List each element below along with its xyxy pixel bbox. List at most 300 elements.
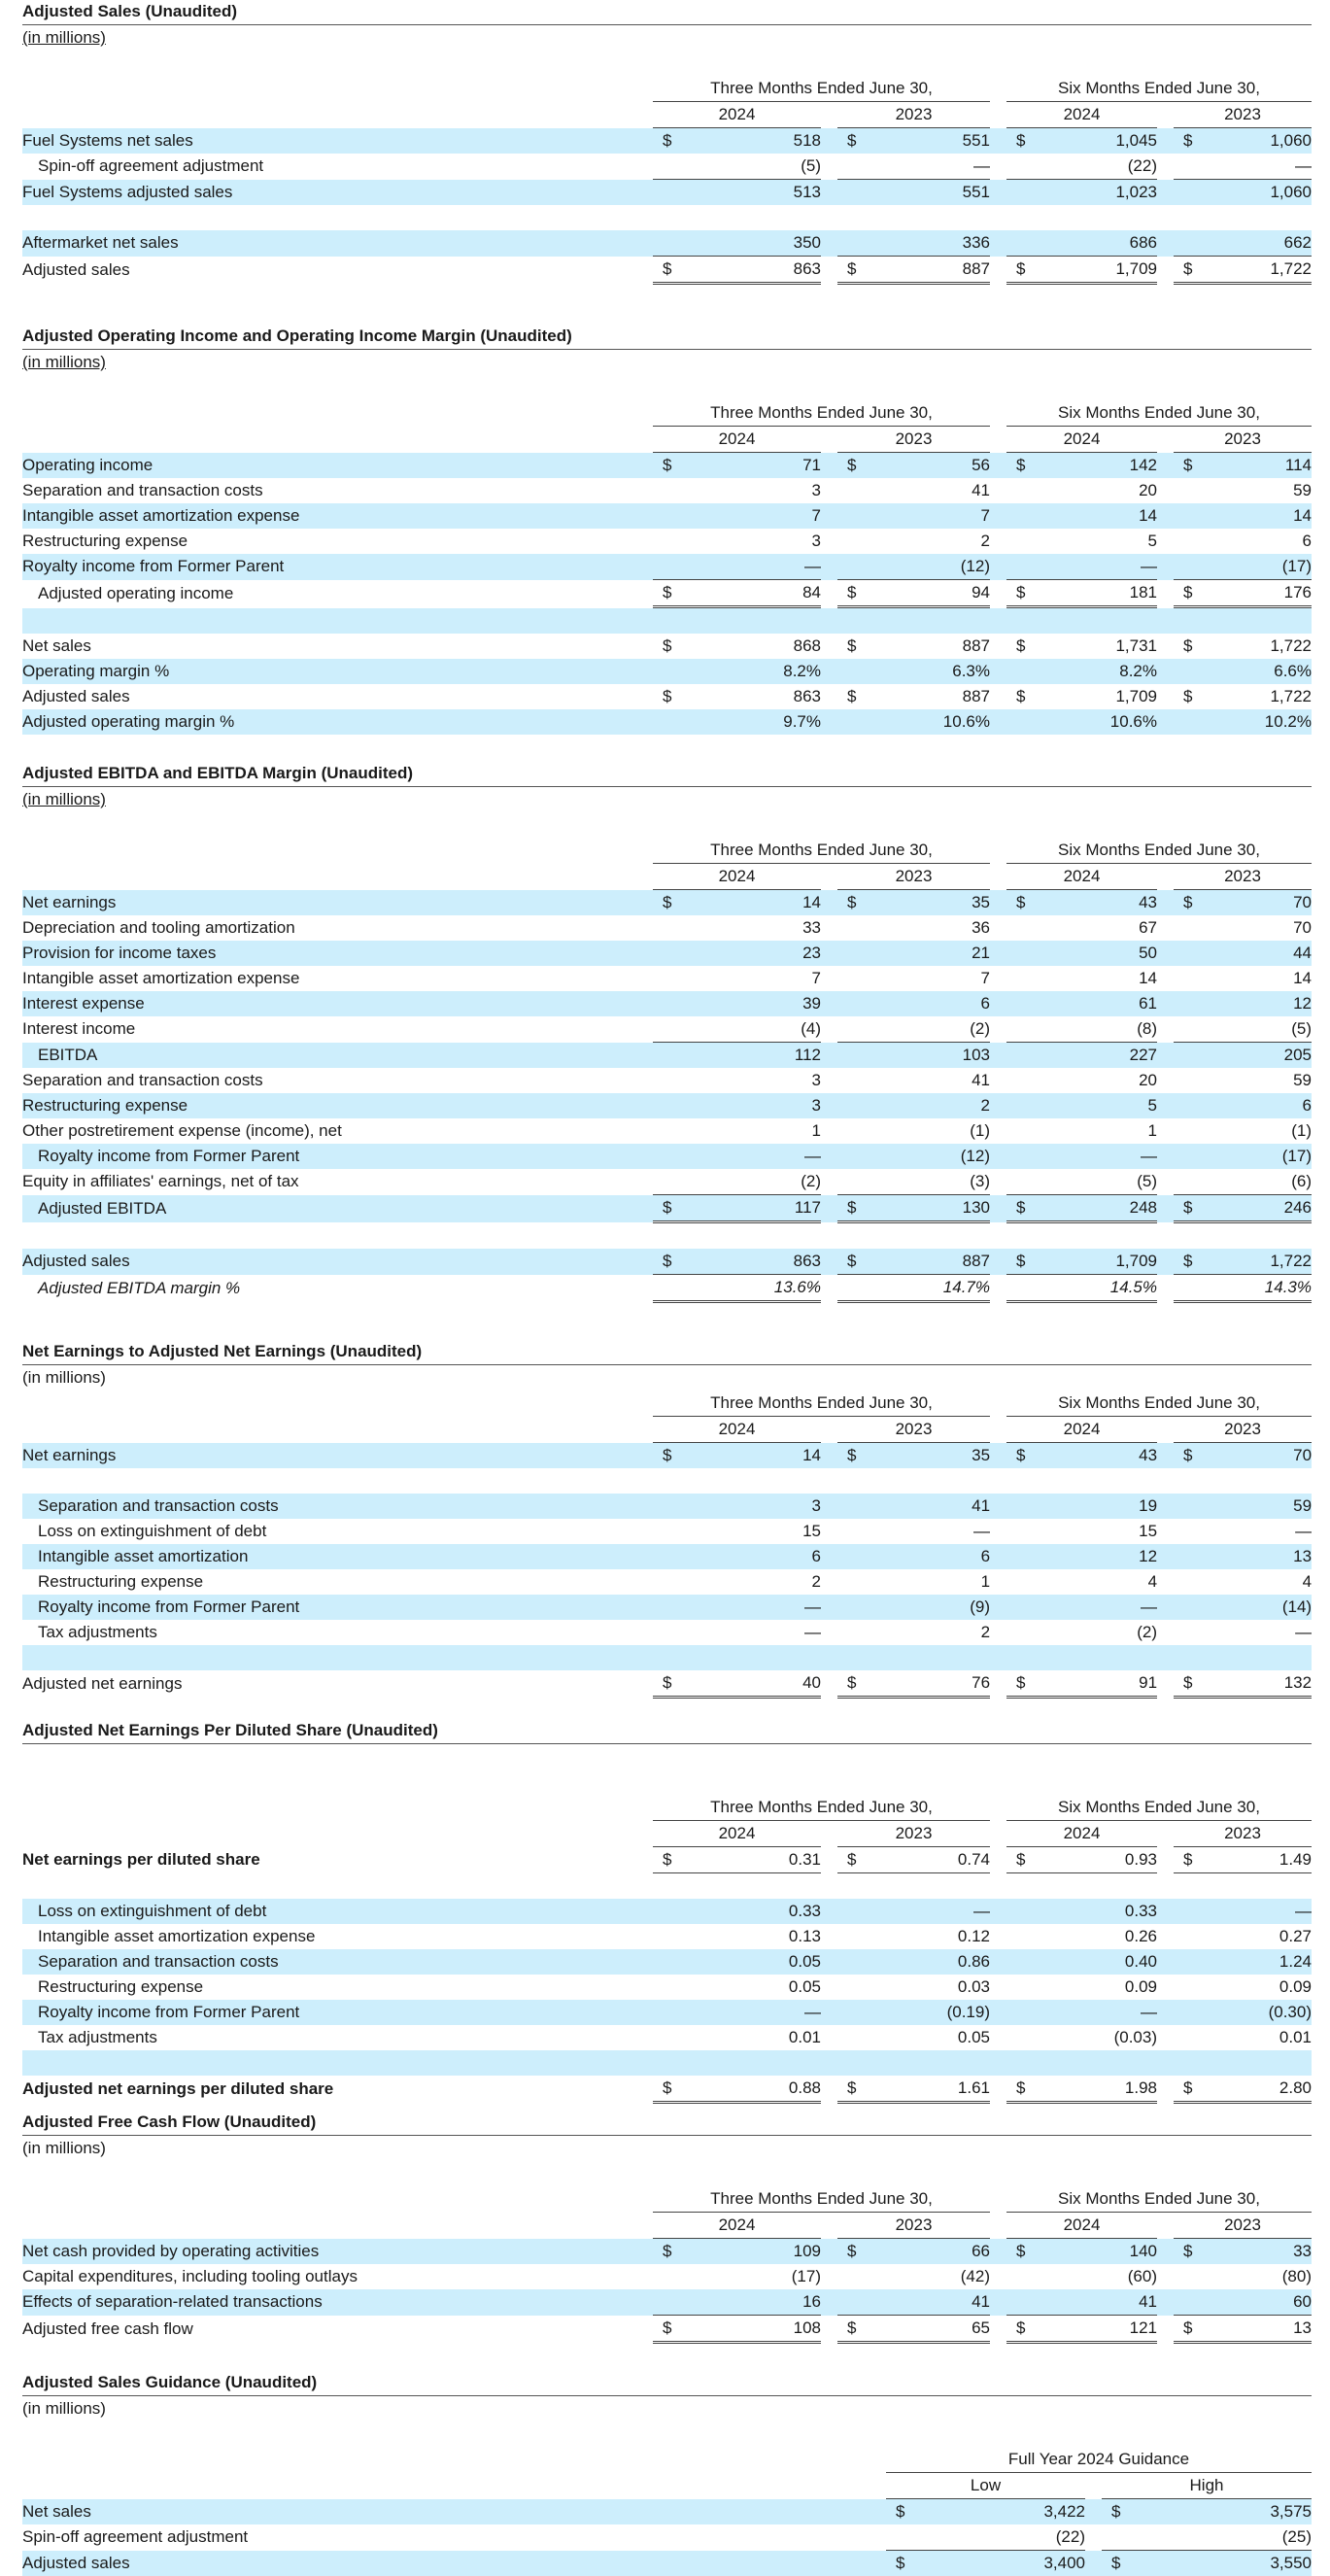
year-2023-header: 2023 [1174, 1821, 1312, 1847]
row-label: Separation and transaction costs [22, 1949, 653, 1975]
row-value: 8.2% [1030, 659, 1157, 684]
high-header: High [1102, 2473, 1312, 2499]
year-2024-header: 2024 [1006, 1417, 1157, 1443]
row-value: 71 [676, 453, 821, 479]
row-value: 181 [1030, 580, 1157, 607]
row-value: 551 [861, 180, 990, 206]
table-row [22, 684, 1312, 709]
currency-symbol: $ [653, 2239, 676, 2265]
six-months-header: Six Months Ended June 30, [1006, 400, 1312, 427]
bound-header-row [22, 2473, 1312, 2499]
opinc-table [22, 375, 1312, 735]
year-2024-header: 2024 [653, 1821, 821, 1847]
row-value: 350 [676, 230, 821, 257]
currency-symbol: $ [1006, 1847, 1030, 1873]
row-value: 10.6% [1030, 709, 1157, 735]
table-row [22, 453, 1312, 479]
table-row [22, 529, 1312, 554]
row-value: 140 [1030, 2239, 1157, 2265]
row-value: (2) [861, 1016, 990, 1043]
row-label: Interest income [22, 1016, 653, 1043]
row-label: Net earnings [22, 890, 653, 916]
year-2023-header: 2023 [1174, 427, 1312, 453]
row-label: Loss on extinguishment of debt [22, 1519, 653, 1544]
row-value: (12) [861, 1144, 990, 1169]
row-value: 13 [1197, 2316, 1312, 2343]
row-value: (17) [1197, 554, 1312, 580]
sales-section [22, 0, 1312, 285]
table-row [22, 1847, 1312, 1873]
row-value: 41 [861, 1068, 990, 1093]
row-value: (14) [1197, 1595, 1312, 1620]
table-row [22, 2499, 1312, 2525]
spacer-row [22, 1222, 1312, 1250]
currency-symbol: $ [837, 2076, 861, 2103]
row-label: Net sales [22, 634, 653, 659]
row-label: Intangible asset amortization expense [22, 503, 653, 529]
currency-symbol: $ [837, 1195, 861, 1222]
row-label: Operating margin % [22, 659, 653, 684]
currency-symbol: $ [1174, 2076, 1197, 2103]
row-value: 6.3% [861, 659, 990, 684]
row-value: 70 [1197, 1443, 1312, 1469]
table-row [22, 2316, 1312, 2343]
currency-symbol: $ [653, 2076, 676, 2103]
row-value: 43 [1030, 1443, 1157, 1469]
table-row [22, 478, 1312, 503]
row-value: 41 [861, 478, 990, 503]
row-value: 1,023 [1030, 180, 1157, 206]
row-value: — [676, 1144, 821, 1169]
row-value: 14.3% [1197, 1275, 1312, 1302]
row-value: 5 [1030, 1093, 1157, 1118]
currency-symbol: $ [1174, 2316, 1197, 2343]
row-value: 12 [1197, 991, 1312, 1016]
row-value: 0.05 [676, 1949, 821, 1975]
fcf-section [22, 2111, 1312, 2344]
row-value: 5 [1030, 529, 1157, 554]
currency-symbol: $ [837, 2239, 861, 2265]
row-value: 868 [676, 634, 821, 659]
row-label: Separation and transaction costs [22, 1068, 653, 1093]
currency-symbol: $ [1006, 2239, 1030, 2265]
units-note: (in millions) [22, 350, 1312, 375]
row-label: Restructuring expense [22, 529, 653, 554]
row-value: 3,400 [909, 2551, 1085, 2576]
row-value: 43 [1030, 890, 1157, 916]
row-value: 0.27 [1197, 1924, 1312, 1949]
row-value: 248 [1030, 1195, 1157, 1222]
row-value: 56 [861, 453, 990, 479]
currency-symbol: $ [837, 257, 861, 284]
guidance-section [22, 2371, 1312, 2576]
row-value: (0.03) [1030, 2025, 1157, 2050]
row-value: 1.49 [1197, 1847, 1312, 1873]
eps-table [22, 1769, 1312, 2104]
row-value: 76 [861, 1670, 990, 1698]
row-value: 3,422 [909, 2499, 1085, 2525]
period-header-row [22, 76, 1312, 102]
row-value: 0.40 [1030, 1949, 1157, 1975]
row-value: 109 [676, 2239, 821, 2265]
row-value: 84 [676, 580, 821, 607]
currency-symbol: $ [653, 684, 676, 709]
currency-symbol: $ [1006, 257, 1030, 284]
currency-symbol: $ [1174, 1195, 1197, 1222]
row-label: Tax adjustments [22, 1620, 653, 1645]
row-label: Royalty income from Former Parent [22, 1595, 653, 1620]
spacer-row [22, 205, 1312, 230]
table-row [22, 1924, 1312, 1949]
row-value: — [1030, 1144, 1157, 1169]
row-value: (2) [1030, 1620, 1157, 1645]
year-2024-header: 2024 [653, 427, 821, 453]
table-row [22, 1249, 1312, 1275]
year-2023-header: 2023 [1174, 1417, 1312, 1443]
row-label: Separation and transaction costs [22, 1494, 653, 1519]
currency-symbol: $ [653, 453, 676, 479]
table-row [22, 1275, 1312, 1302]
row-label: Adjusted sales [22, 2551, 886, 2576]
fcf-table [22, 2161, 1312, 2344]
row-value: 60 [1197, 2289, 1312, 2316]
currency-symbol: $ [837, 2316, 861, 2343]
row-label: Restructuring expense [22, 1569, 653, 1595]
row-label: Intangible asset amortization [22, 1544, 653, 1569]
table-row [22, 1443, 1312, 1469]
units-note: (in millions) [22, 1365, 1312, 1391]
table-row [22, 1195, 1312, 1222]
currency-symbol: $ [837, 890, 861, 916]
table-row [22, 966, 1312, 991]
row-value: 117 [676, 1195, 821, 1222]
table-row [22, 1569, 1312, 1595]
table-row [22, 709, 1312, 735]
table-row [22, 634, 1312, 659]
row-label: Intangible asset amortization expense [22, 966, 653, 991]
year-2024-header: 2024 [1006, 864, 1157, 890]
year-header-row [22, 1821, 1312, 1847]
spacer-row [22, 607, 1312, 635]
row-label: Adjusted EBITDA [22, 1195, 653, 1222]
row-value: — [1197, 1620, 1312, 1645]
currency-symbol: $ [653, 128, 676, 155]
currency-symbol: $ [1174, 1249, 1197, 1275]
year-header-row [22, 102, 1312, 128]
row-label: Adjusted free cash flow [22, 2316, 653, 2343]
row-value: (1) [1197, 1118, 1312, 1144]
table-row [22, 1975, 1312, 2000]
row-value: 0.09 [1197, 1975, 1312, 2000]
section-title: Net Earnings to Adjusted Net Earnings (Unaudited) [22, 1340, 1312, 1365]
row-value: 59 [1197, 1494, 1312, 1519]
table-row [22, 257, 1312, 284]
row-value: 0.09 [1030, 1975, 1157, 2000]
table-row [22, 1670, 1312, 1698]
row-value: 70 [1197, 890, 1312, 916]
row-label: Restructuring expense [22, 1093, 653, 1118]
row-value: 205 [1197, 1043, 1312, 1069]
row-value: 0.88 [676, 2076, 821, 2103]
three-months-header: Three Months Ended June 30, [653, 838, 990, 864]
row-value: 1,731 [1030, 634, 1157, 659]
currency-symbol: $ [1174, 128, 1197, 155]
table-row [22, 890, 1312, 916]
row-value: 1,709 [1030, 684, 1157, 709]
row-value: 121 [1030, 2316, 1157, 2343]
row-value: 130 [861, 1195, 990, 1222]
table-row [22, 554, 1312, 580]
row-value: 863 [676, 1249, 821, 1275]
row-value: 13 [1197, 1544, 1312, 1569]
currency-symbol: $ [837, 128, 861, 155]
three-months-header: Three Months Ended June 30, [653, 1795, 990, 1821]
row-value: 1,045 [1030, 128, 1157, 155]
currency-symbol: $ [1174, 1670, 1197, 1698]
row-label: Royalty income from Former Parent [22, 554, 653, 580]
table-row [22, 580, 1312, 607]
eps-section [22, 1719, 1312, 2104]
row-value: 41 [861, 2289, 990, 2316]
table-row [22, 230, 1312, 257]
row-value: — [1197, 1899, 1312, 1924]
row-value: 2 [861, 1620, 990, 1645]
currency-symbol: $ [653, 1249, 676, 1275]
row-value: (1) [861, 1118, 990, 1144]
currency-symbol: $ [1174, 1847, 1197, 1873]
section-title: Adjusted Net Earnings Per Diluted Share (Unaudited) [22, 1719, 1312, 1744]
row-value: 2 [861, 529, 990, 554]
row-value: 513 [676, 180, 821, 206]
netearn-section [22, 1340, 1312, 1699]
table-row [22, 1093, 1312, 1118]
currency-symbol: $ [1006, 2316, 1030, 2343]
table-row [22, 128, 1312, 155]
currency-symbol: $ [837, 1670, 861, 1698]
row-value: (5) [676, 154, 821, 180]
row-value: 40 [676, 1670, 821, 1698]
section-title: Adjusted Free Cash Flow (Unaudited) [22, 2111, 1312, 2136]
row-label: Tax adjustments [22, 2025, 653, 2050]
row-value: 1.24 [1197, 1949, 1312, 1975]
row-value: 0.12 [861, 1924, 990, 1949]
row-value: 65 [861, 2316, 990, 2343]
section-title: Adjusted EBITDA and EBITDA Margin (Unaudited) [22, 762, 1312, 787]
currency-symbol: $ [837, 634, 861, 659]
currency-symbol: $ [1174, 684, 1197, 709]
guidance-period-header: Full Year 2024 Guidance [886, 2447, 1312, 2473]
row-value: 6 [861, 991, 990, 1016]
row-value: (22) [1030, 154, 1157, 180]
row-label: Separation and transaction costs [22, 478, 653, 503]
row-value: (4) [676, 1016, 821, 1043]
year-2024-header: 2024 [653, 864, 821, 890]
row-value: 19 [1030, 1494, 1157, 1519]
year-header-row [22, 427, 1312, 453]
row-value: 6.6% [1197, 659, 1312, 684]
row-value: 39 [676, 991, 821, 1016]
row-label: Net earnings per diluted share [22, 1847, 653, 1873]
row-label: Operating income [22, 453, 653, 479]
row-label: Restructuring expense [22, 1975, 653, 2000]
period-header-row [22, 1795, 1312, 1821]
row-value: 686 [1030, 230, 1157, 257]
row-label: Interest expense [22, 991, 653, 1016]
row-value: 0.03 [861, 1975, 990, 2000]
row-value: 16 [676, 2289, 821, 2316]
netearn-table [22, 1391, 1312, 1699]
spacer-row [22, 1769, 1312, 1795]
table-row [22, 1169, 1312, 1195]
currency-symbol: $ [1174, 2239, 1197, 2265]
row-value: (25) [1125, 2524, 1312, 2551]
row-value: — [1030, 1595, 1157, 1620]
row-value: 551 [861, 128, 990, 155]
six-months-header: Six Months Ended June 30, [1006, 76, 1312, 102]
row-value: — [676, 554, 821, 580]
row-value: 176 [1197, 580, 1312, 607]
currency-symbol: $ [653, 1670, 676, 1698]
row-value: (42) [861, 2264, 990, 2289]
row-value: 14.7% [861, 1275, 990, 1302]
row-value: 7 [676, 966, 821, 991]
row-value: 44 [1197, 941, 1312, 966]
spacer-row [22, 1873, 1312, 1900]
row-value: 33 [676, 915, 821, 941]
row-value: 114 [1197, 453, 1312, 479]
table-row [22, 1949, 1312, 1975]
currency-symbol: $ [1006, 684, 1030, 709]
row-value: 3 [676, 1093, 821, 1118]
currency-symbol: $ [837, 580, 861, 607]
row-value: 1,060 [1197, 180, 1312, 206]
currency-symbol: $ [1174, 1443, 1197, 1469]
year-2023-header: 2023 [837, 1417, 990, 1443]
row-value: (6) [1197, 1169, 1312, 1195]
row-value: 1,722 [1197, 684, 1312, 709]
row-value: 6 [1197, 1093, 1312, 1118]
currency-symbol: $ [1006, 890, 1030, 916]
table-row [22, 1519, 1312, 1544]
year-2024-header: 2024 [653, 1417, 821, 1443]
period-header-row [22, 400, 1312, 427]
row-value: 23 [676, 941, 821, 966]
row-value: (12) [861, 554, 990, 580]
currency-symbol: $ [1006, 634, 1030, 659]
row-value: 15 [676, 1519, 821, 1544]
spacer-row [22, 1645, 1312, 1670]
section-title: Adjusted Sales Guidance (Unaudited) [22, 2371, 1312, 2396]
row-value: (60) [1030, 2264, 1157, 2289]
currency-symbol: $ [1006, 2076, 1030, 2103]
row-label: Effects of separation-related transactions [22, 2289, 653, 2316]
row-value: 0.86 [861, 1949, 990, 1975]
currency-symbol: $ [1006, 1195, 1030, 1222]
six-months-header: Six Months Ended June 30, [1006, 1795, 1312, 1821]
row-value: 0.05 [676, 1975, 821, 2000]
currency-symbol: $ [653, 580, 676, 607]
row-value: — [861, 154, 990, 180]
table-row [22, 154, 1312, 180]
row-value: — [861, 1519, 990, 1544]
currency-symbol: $ [886, 2551, 909, 2576]
row-value: 2.80 [1197, 2076, 1312, 2103]
row-value: 14 [1030, 966, 1157, 991]
year-2023-header: 2023 [837, 864, 990, 890]
currency-symbol: $ [837, 1847, 861, 1873]
row-value: 0.31 [676, 1847, 821, 1873]
table-row [22, 2076, 1312, 2103]
row-value: 7 [861, 966, 990, 991]
row-label: EBITDA [22, 1043, 653, 1069]
currency-symbol: $ [653, 890, 676, 916]
row-value: 67 [1030, 915, 1157, 941]
currency-symbol: $ [1006, 1670, 1030, 1698]
table-row [22, 1595, 1312, 1620]
sales-table [22, 51, 1312, 285]
section-title: Adjusted Operating Income and Operating Income Margin (Unaudited) [22, 325, 1312, 350]
row-label: Adjusted sales [22, 1249, 653, 1275]
row-value: (8) [1030, 1016, 1157, 1043]
table-row [22, 1043, 1312, 1069]
row-label: Other postretirement expense (income), net [22, 1118, 653, 1144]
table-row [22, 2289, 1312, 2316]
row-value: 59 [1197, 478, 1312, 503]
row-value: 1,722 [1197, 257, 1312, 284]
currency-symbol: $ [886, 2499, 909, 2525]
low-header: Low [886, 2473, 1085, 2499]
table-row [22, 1016, 1312, 1043]
row-value: 132 [1197, 1670, 1312, 1698]
row-value: 887 [861, 257, 990, 284]
currency-symbol: $ [1102, 2551, 1125, 2576]
year-2023-header: 2023 [837, 1821, 990, 1847]
row-label: Net earnings [22, 1443, 653, 1469]
row-value: 35 [861, 890, 990, 916]
currency-symbol: $ [1006, 580, 1030, 607]
currency-symbol: $ [1174, 634, 1197, 659]
row-value: (3) [861, 1169, 990, 1195]
row-value: 15 [1030, 1519, 1157, 1544]
row-value: 33 [1197, 2239, 1312, 2265]
spacer-row [22, 51, 1312, 76]
row-value: 21 [861, 941, 990, 966]
row-value: 3 [676, 529, 821, 554]
row-value: 887 [861, 1249, 990, 1275]
row-value: 0.05 [861, 2025, 990, 2050]
row-value: 14 [1197, 503, 1312, 529]
row-value: 246 [1197, 1195, 1312, 1222]
row-value: 7 [676, 503, 821, 529]
row-value: 70 [1197, 915, 1312, 941]
row-value: 108 [676, 2316, 821, 2343]
year-2023-header: 2023 [837, 102, 990, 128]
currency-symbol: $ [1006, 453, 1030, 479]
row-label: Loss on extinguishment of debt [22, 1899, 653, 1924]
row-label: Net sales [22, 2499, 886, 2525]
row-value: 94 [861, 580, 990, 607]
table-row [22, 659, 1312, 684]
row-value: — [1197, 154, 1312, 180]
row-value: (0.30) [1197, 2000, 1312, 2025]
row-value: (17) [1197, 1144, 1312, 1169]
row-label: Adjusted net earnings [22, 1670, 653, 1698]
row-value: 61 [1030, 991, 1157, 1016]
three-months-header: Three Months Ended June 30, [653, 76, 990, 102]
row-value: 0.01 [1197, 2025, 1312, 2050]
row-value: 91 [1030, 1670, 1157, 1698]
row-value: 863 [676, 257, 821, 284]
